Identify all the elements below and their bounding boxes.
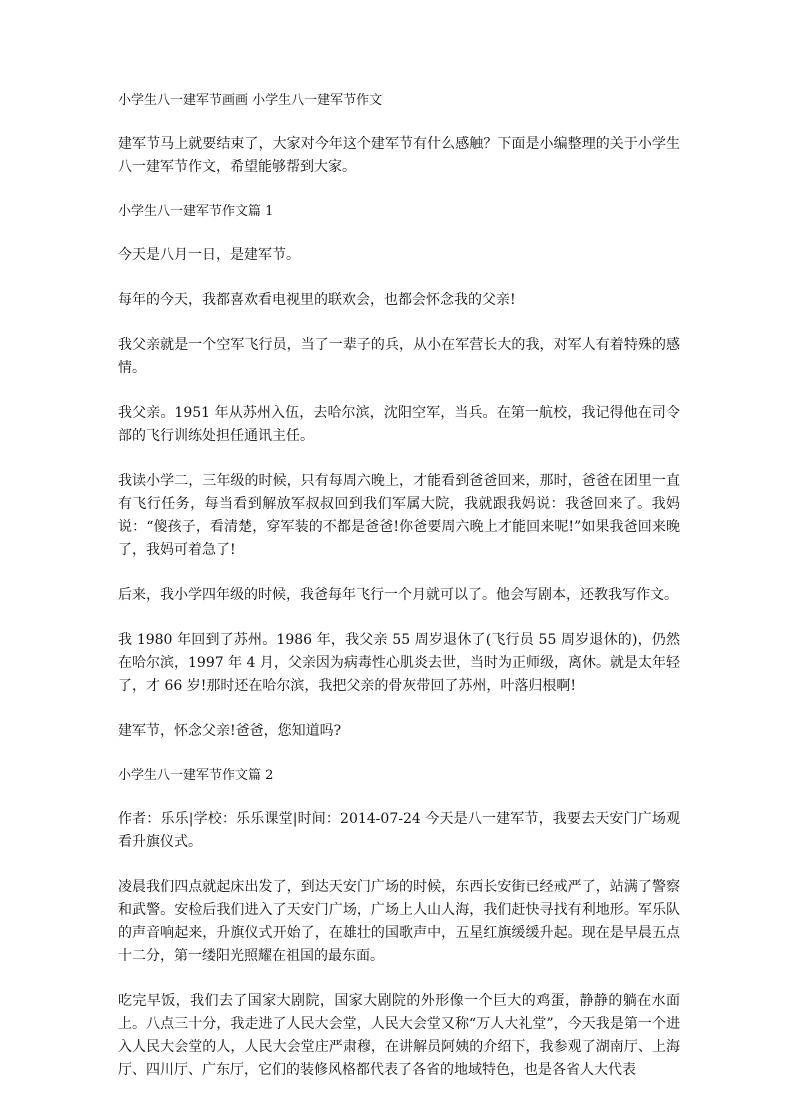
section-2-paragraph: 作者：乐乐|学校：乐乐课堂|时间：2014-07-24 今天是八一建军节，我要去天安门广场观看升旗仪式。 [118,811,680,850]
section-1-paragraph: 每年的今天，我都喜欢看电视里的联欢会，也都会怀念我的父亲! [118,292,516,308]
document-title: 小学生八一建军节画画 小学生八一建军节作文 [118,93,383,108]
document-page [118,90,680,1104]
intro-paragraph: 建军节马上就要结束了，大家对今年这个建军节有什么感触？下面是小编整理的关于小学生八一建军节作文，希望能够帮到大家。 [118,136,680,175]
section-1-paragraph: 建军节，怀念父亲!爸爸，您知道吗? [118,723,342,739]
section-2-paragraph: 吃完早饭，我们去了国家大剧院，国家大剧院的外形像一个巨大的鸡蛋，静静的躺在水面上。八点三十分，我走进了人民大会堂，人民大会堂又称“万人大礼堂”，今天我是第一个进入人民大会堂的人，人民大会堂庄严肃穆，在讲解员阿姨的介绍下，我参观了湖南厅、上海厅、四川厅、广东厅，它们的装修风格都代表了各省的地域特色，也是各省人大代表 [118,993,680,1078]
section-1-paragraph: 我读小学二，三年级的时候，只有每周六晚上，才能看到爸爸回来，那时，爸爸在团里一直有飞行任务，每当看到解放军叔叔回到我们军属大院，我就跟我妈说：我爸回来了。我妈说：“傻孩子，看清楚，穿军装的不都是爸爸!你爸要周六晚上才能回来呢!”如果我爸回来晚了，我妈可着急了! [118,473,680,558]
section-2-heading: 小学生八一建军节作文篇 2 [118,768,274,783]
section-1-paragraph: 我 1980 年回到了苏州。1986 年，我父亲 55 周岁退休了(飞行员 55 周岁退休的)，仍然在哈尔滨，1997 年 4 月，父亲因为病毒性心肌炎去世，当时为正师级，离休。就是太年轻了，才 66 岁!那时还在哈尔滨，我把父亲的骨灰带回了苏州，叶落归根啊! [118,632,680,694]
section-2-paragraph: 凌晨我们四点就起床出发了，到达天安门广场的时候，东西长安街已经戒严了，站满了警察和武警。安检后我们进入了天安门广场，广场上人山人海，我们赶快寻找有利地形。军乐队的声音响起来，升旗仪式开始了，在雄壮的国歌声中，五星红旗缓缓升起。现在是早晨五点十二分，第一缕阳光照耀在祖国的最东面。 [118,879,680,964]
section-1-paragraph: 我父亲就是一个空军飞行员，当了一辈子的兵，从小在军营长大的我，对军人有着特殊的感情。 [118,337,680,376]
section-1-heading: 小学生八一建军节作文篇 1 [118,204,274,219]
section-1-paragraph: 今天是八月一日，是建军节。 [118,247,300,263]
section-1-paragraph: 后来，我小学四年级的时候，我爸每年飞行一个月就可以了。他会写剧本，还教我写作文。 [118,587,678,603]
section-1-paragraph: 我父亲。1951 年从苏州入伍，去哈尔滨，沈阳空军，当兵。在第一航校，我记得他在司令部的飞行训练处担任通讯主任。 [118,405,680,444]
